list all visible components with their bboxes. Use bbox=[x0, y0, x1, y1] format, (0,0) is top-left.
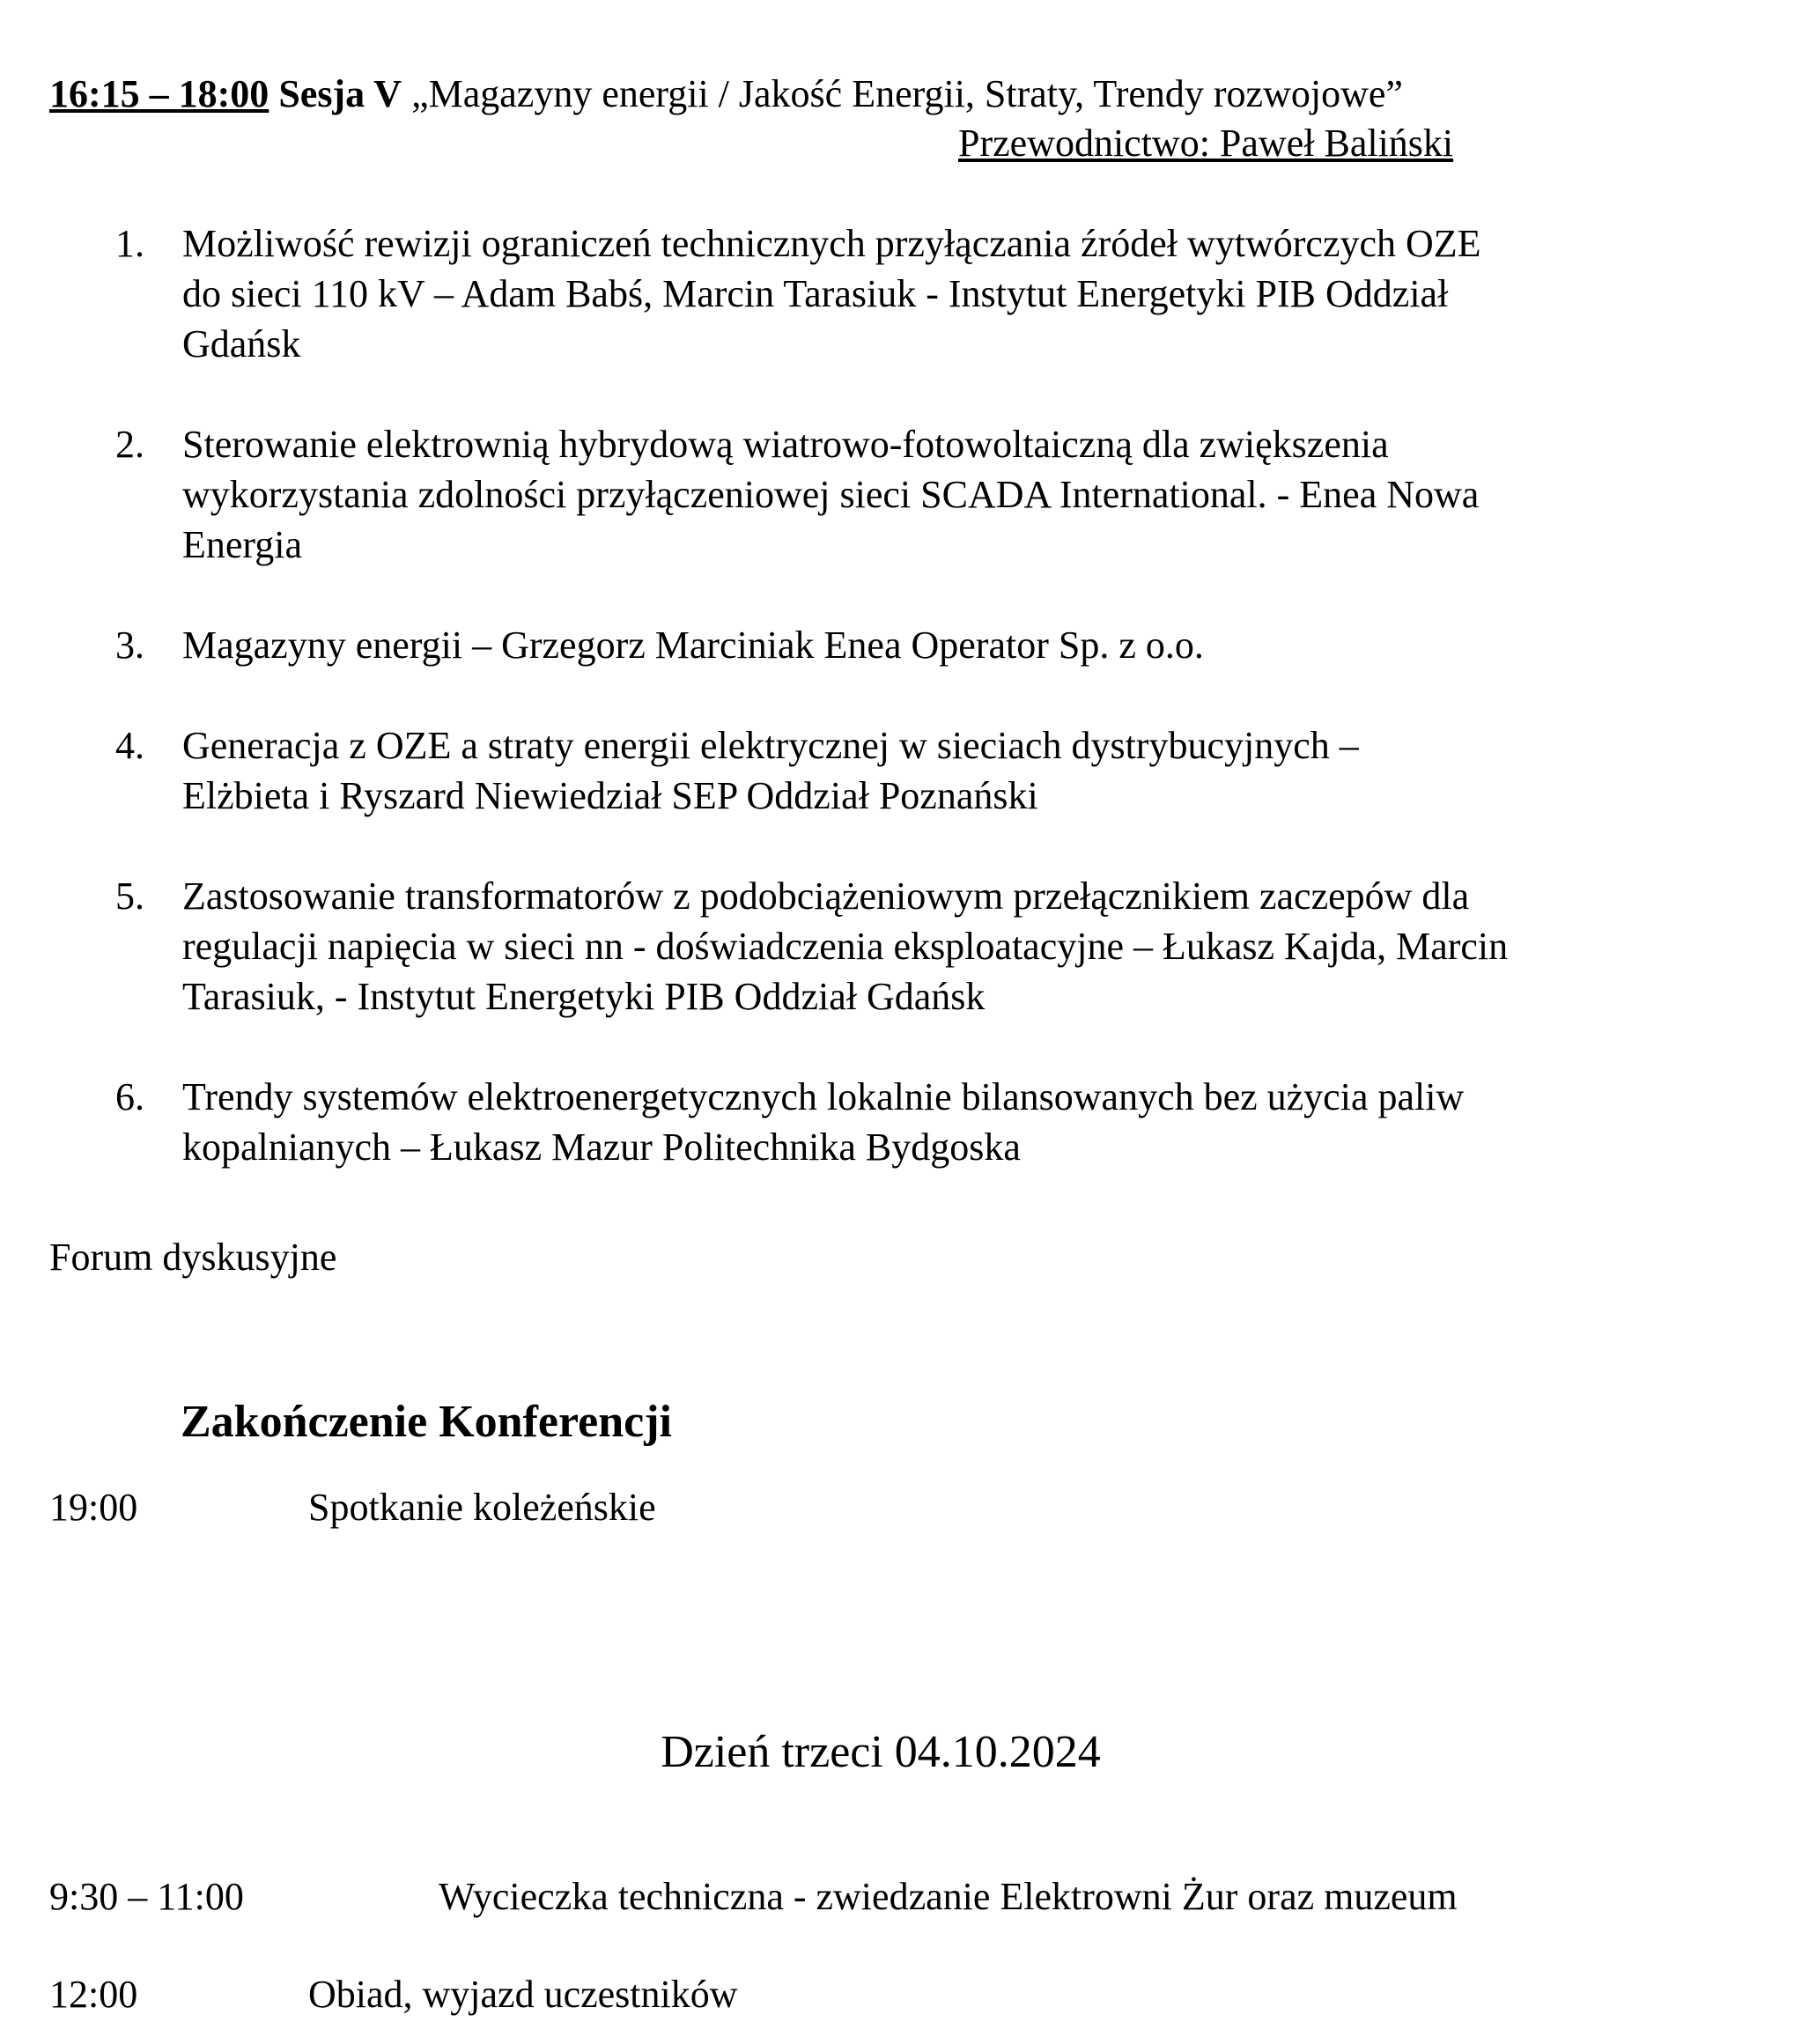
day-title: Dzień trzeci 04.10.2024 bbox=[661, 1727, 1101, 1777]
schedule-text: Wycieczka techniczna - zwiedzanie Elektrowni Żur oraz muzeum bbox=[439, 1875, 1458, 1918]
agenda-number: 2. bbox=[115, 423, 144, 466]
forum-label: Forum dyskusyjne bbox=[49, 1236, 337, 1279]
schedule-time: 12:00 bbox=[49, 1973, 138, 2016]
evening-text: Spotkanie koleżeńskie bbox=[308, 1486, 656, 1529]
agenda-item bbox=[0, 871, 1794, 1022]
agenda-item bbox=[0, 218, 1794, 369]
agenda-item bbox=[0, 720, 1794, 821]
session-time: 16:15 – 18:00 bbox=[49, 72, 269, 115]
evening-time: 19:00 bbox=[49, 1486, 138, 1529]
agenda-number: 6. bbox=[115, 1075, 144, 1118]
agenda-text: Magazyny energii – Grzegorz Marciniak Enea Operator Sp. z o.o. bbox=[182, 624, 1204, 667]
session-chair: Przewodnictwo: Paweł Baliński bbox=[958, 122, 1454, 165]
schedule-text: Obiad, wyjazd uczestników bbox=[308, 1973, 738, 2016]
agenda-item bbox=[0, 620, 1794, 670]
agenda-text: Zastosowanie transformatorów z podobciążeniowym przełącznikiem zaczepów dla regulacji napięcia w sieci nn - doświadczenia eksploatacyjne – Łukasz Kajda, Marcin Tarasiuk, - Instytut Energetyki PIB Oddział Gdańsk bbox=[182, 874, 1509, 1018]
agenda-number: 5. bbox=[115, 874, 144, 918]
agenda-text: Możliwość rewizji ograniczeń technicznych przyłączania źródeł wytwórczych OZE do sieci 110 kV – Adam Babś, Marcin Tarasiuk - Instytut Energetyki PIB Oddział Gdańsk bbox=[182, 222, 1481, 365]
agenda-item bbox=[0, 419, 1794, 570]
agenda-text: Sterowanie elektrownią hybrydową wiatrowo-fotowoltaiczną dla zwiększenia wykorzystania zdolności przyłączeniowej sieci SCADA International. - Enea Nowa Energia bbox=[182, 423, 1480, 566]
session-title: „Magazyny energii / Jakość Energii, Straty, Trendy rozwojowe” bbox=[402, 72, 1403, 115]
agenda-number: 4. bbox=[115, 724, 144, 767]
agenda-item bbox=[0, 1072, 1794, 1172]
session-heading bbox=[49, 69, 1403, 119]
agenda-list bbox=[0, 218, 1794, 1222]
session-label: Sesja V bbox=[278, 72, 402, 115]
agenda-text: Generacja z OZE a straty energii elektrycznej w sieciach dystrybucyjnych – Elżbieta i Ryszard Niewiedział SEP Oddział Poznański bbox=[182, 724, 1359, 817]
agenda-text: Trendy systemów elektroenergetycznych lokalnie bilansowanych bez użycia paliw kopalnianych – Łukasz Mazur Politechnika Bydgoska bbox=[182, 1075, 1465, 1169]
schedule-time: 9:30 – 11:00 bbox=[49, 1875, 244, 1918]
agenda-number: 1. bbox=[115, 222, 144, 265]
closing-heading: Zakończenie Konferencji bbox=[181, 1397, 672, 1447]
agenda-number: 3. bbox=[115, 624, 144, 667]
